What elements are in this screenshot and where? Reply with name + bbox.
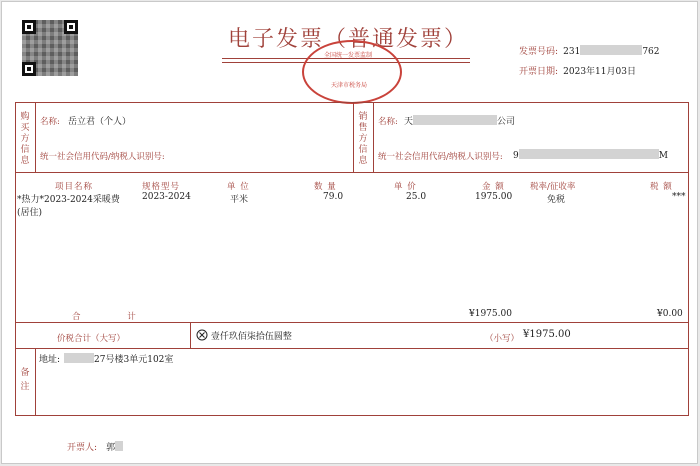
item-name-line2: (居住) bbox=[17, 208, 43, 218]
seller-name-suffix: 公司 bbox=[497, 117, 516, 127]
grand-total-uppercase bbox=[196, 329, 292, 342]
col-header-unit-price: 单 价 bbox=[394, 182, 417, 192]
col-header-quantity: 数 量 bbox=[314, 182, 337, 192]
col-header-tax: 税 额 bbox=[650, 182, 673, 192]
seller-tax-id-prefix: 9 bbox=[513, 151, 519, 161]
invoice-number-label: 发票号码: bbox=[519, 47, 559, 57]
item-name: *热力*2023-2024采暖费 bbox=[17, 195, 120, 205]
item-amount: 1975.00 bbox=[475, 192, 513, 202]
col-header-spec: 规格型号 bbox=[142, 182, 181, 192]
total-tax: ¥0.00 bbox=[657, 309, 683, 319]
x-circle-icon bbox=[196, 329, 208, 341]
seller-name-label: 名称: bbox=[378, 117, 398, 127]
seller-tax-id-label: 统一社会信用代码/纳税人识别号: bbox=[378, 152, 503, 162]
seller-name-prefix: 天 bbox=[404, 117, 414, 127]
redaction-block bbox=[115, 441, 123, 451]
invoice-number-suffix: 762 bbox=[642, 47, 660, 57]
seller-tax-id-suffix: M bbox=[658, 151, 668, 161]
invoice-number bbox=[519, 39, 660, 58]
issuer-label: 开票人: bbox=[67, 443, 98, 453]
redaction-block bbox=[413, 115, 497, 125]
seller-tax-id bbox=[513, 149, 668, 161]
col-header-tax-rate: 税率/征收率 bbox=[530, 182, 576, 192]
grand-total-label: 价税合计（大写） bbox=[57, 334, 126, 344]
seal-top-text: 全国统一发票监制 bbox=[324, 52, 373, 59]
grand-total-small-value: ¥1975.00 bbox=[523, 329, 571, 340]
issuer-value-prefix: 郭 bbox=[106, 443, 116, 453]
item-unit: 平米 bbox=[230, 195, 249, 205]
redaction-block bbox=[64, 353, 94, 363]
seller-name bbox=[404, 114, 515, 127]
item-unit-price: 25.0 bbox=[406, 192, 427, 202]
qr-code-icon bbox=[22, 20, 78, 76]
col-header-amount: 金 额 bbox=[482, 182, 505, 192]
invoice-number-prefix: 231 bbox=[563, 47, 581, 57]
total-label: 合 计 bbox=[72, 312, 158, 322]
tax-seal-stamp bbox=[302, 40, 402, 104]
buyer-name-value: 岳立君（个人） bbox=[68, 117, 132, 127]
item-tax: *** bbox=[672, 192, 686, 202]
grand-total-small-label: （小写） bbox=[485, 334, 520, 344]
invoice-title: 电子发票（普通发票） bbox=[228, 27, 469, 52]
remarks-address-label: 地址: bbox=[39, 355, 61, 365]
item-tax-rate: 免税 bbox=[547, 195, 566, 205]
remarks-address-suffix: 27号楼3单元102室 bbox=[94, 355, 174, 365]
seller-section-label: 销售方信息 bbox=[358, 112, 368, 166]
col-header-unit: 单 位 bbox=[227, 182, 250, 192]
invoice-paper bbox=[1, 1, 698, 464]
buyer-name-label: 名称: bbox=[40, 117, 60, 127]
remarks-address bbox=[39, 352, 173, 365]
invoice-date-value: 2023年11月03日 bbox=[563, 67, 636, 77]
col-header-item-name: 项目名称 bbox=[55, 182, 94, 192]
buyer-tax-id-label: 统一社会信用代码/纳税人识别号: bbox=[40, 152, 165, 162]
item-spec: 2023-2024 bbox=[142, 192, 191, 202]
invoice-date bbox=[519, 59, 636, 78]
invoice-date-label: 开票日期: bbox=[519, 67, 559, 77]
remarks-section-label: 备注 bbox=[20, 368, 30, 392]
seal-bottom-text: 天津市税务局 bbox=[331, 82, 368, 89]
grand-total-uppercase-value: 壹仟玖佰柒拾伍圆整 bbox=[210, 332, 292, 342]
total-amount: ¥1975.00 bbox=[469, 309, 512, 319]
item-quantity: 79.0 bbox=[323, 192, 344, 202]
redaction-block bbox=[519, 149, 659, 159]
redaction-block bbox=[580, 45, 642, 55]
issuer bbox=[67, 435, 123, 454]
buyer-section-label: 购买方信息 bbox=[20, 112, 30, 166]
